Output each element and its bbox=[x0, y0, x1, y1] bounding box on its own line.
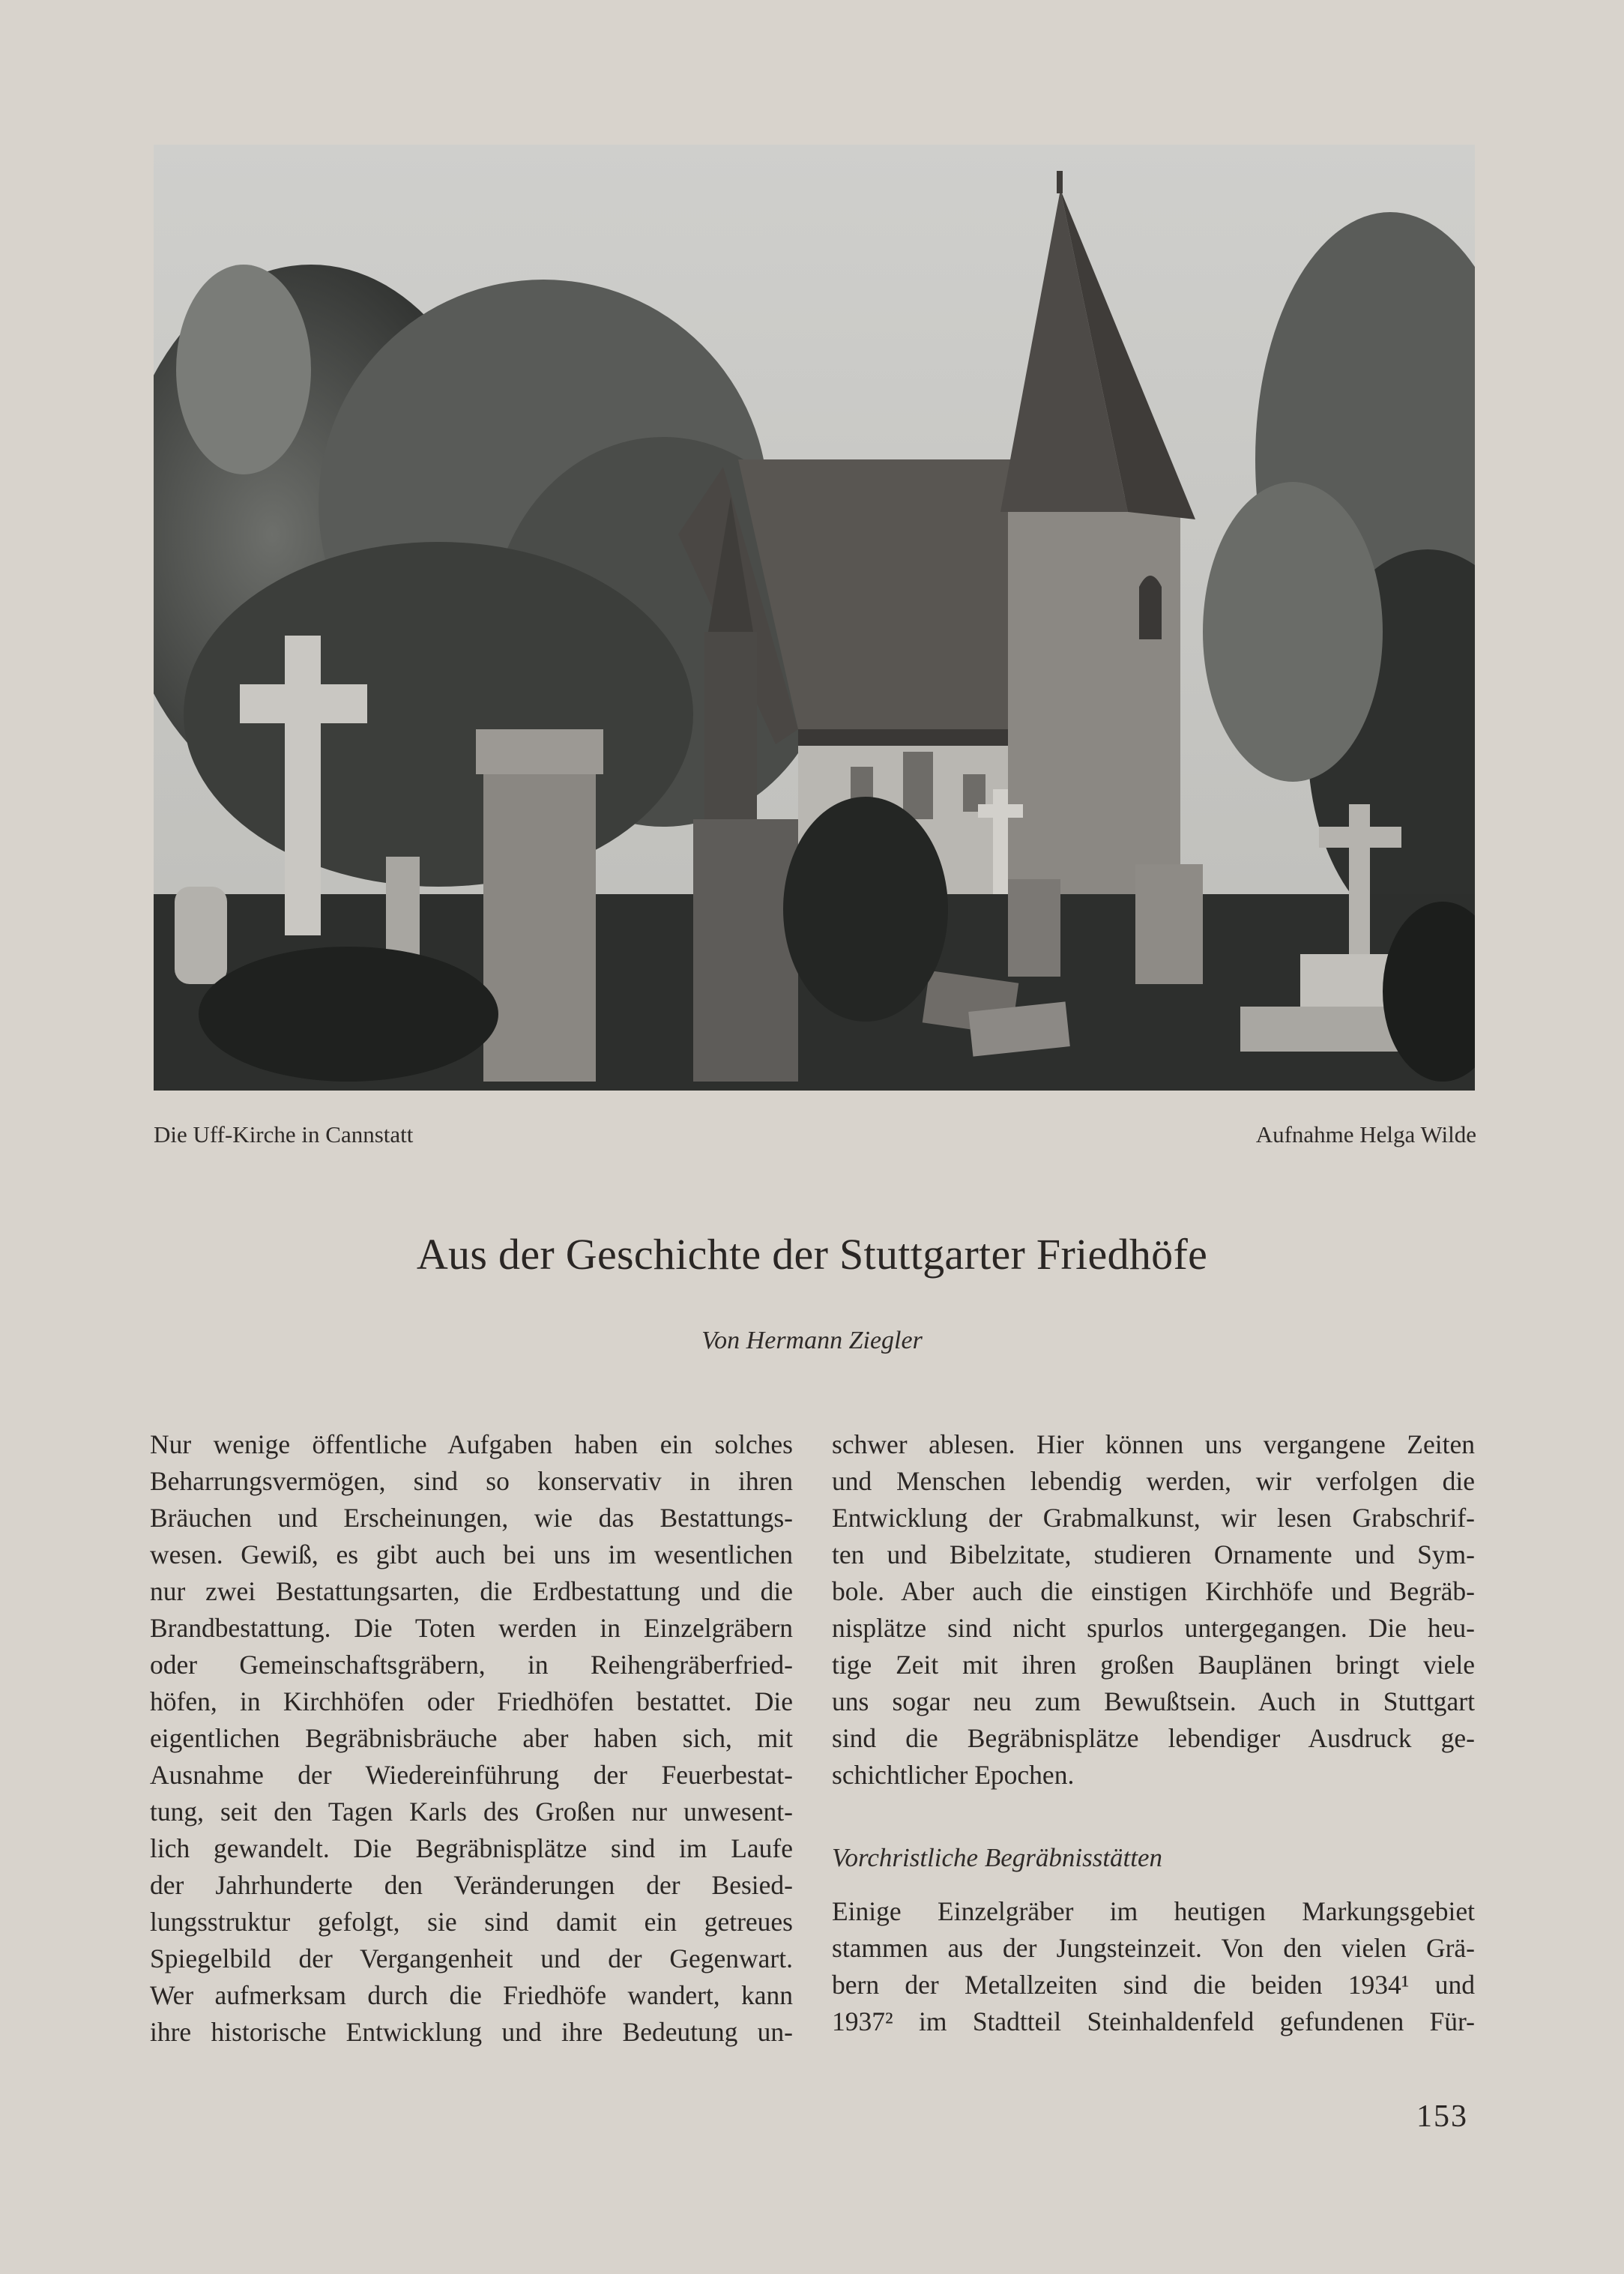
text-line: tige Zeit mit ihren großen Bauplänen bringt viele bbox=[832, 1650, 1475, 1680]
photo-caption: Die Uff-Kirche in Cannstatt bbox=[154, 1121, 414, 1147]
article-byline: Von Hermann Ziegler bbox=[701, 1327, 923, 1354]
text-line: höfen, in Kirchhöfen oder Friedhöfen bestattet. Die bbox=[150, 1686, 793, 1716]
text-line: Brandbestattung. Die Toten werden in Einzelgräbern bbox=[150, 1613, 793, 1643]
text-line: lungsstruktur gefolgt, sie sind damit ein getreues bbox=[150, 1907, 793, 1937]
text-line: Beharrungsvermögen, sind so konservativ in ihren bbox=[150, 1466, 793, 1496]
church-photograph bbox=[154, 145, 1475, 1091]
text-line: uns sogar neu zum Bewußtsein. Auch in Stuttgart bbox=[832, 1686, 1475, 1716]
page-number: 153 bbox=[1416, 2099, 1468, 2134]
text-line: oder Gemeinschaftsgräbern, in Reihengräberfried- bbox=[150, 1650, 793, 1680]
text-line: Ausnahme der Wiedereinführung der Feuerbestat- bbox=[150, 1760, 793, 1790]
text-line: Nur wenige öffentliche Aufgaben haben ein solches bbox=[150, 1429, 793, 1459]
text-line: Spiegelbild der Vergangenheit und der Gegenwart. bbox=[150, 1943, 793, 1973]
article-title: Aus der Geschichte der Stuttgarter Friedhöfe bbox=[416, 1230, 1208, 1279]
text-line: wesen. Gewiß, es gibt auch bei uns im wesentlichen bbox=[150, 1539, 793, 1569]
text-line: ihre historische Entwicklung und ihre Bedeutung un- bbox=[150, 2017, 793, 2047]
text-line: eigentlichen Begräbnisbräuche aber haben sich, mit bbox=[150, 1723, 793, 1753]
text-line: der Jahrhunderte den Veränderungen der Besied- bbox=[150, 1870, 793, 1900]
text-line: Wer aufmerksam durch die Friedhöfe wandert, kann bbox=[150, 1980, 793, 2010]
text-line: Bräuchen und Erscheinungen, wie das Bestattungs- bbox=[150, 1503, 793, 1533]
text-line: bole. Aber auch die einstigen Kirchhöfe und Begräb- bbox=[832, 1576, 1475, 1606]
left-column bbox=[150, 1426, 793, 2051]
text-line: 1937² im Stadtteil Steinhaldenfeld gefundenen Für- bbox=[832, 2006, 1475, 2036]
church-photo-illustration bbox=[154, 145, 1475, 1091]
text-line: bern der Metallzeiten sind die beiden 1934¹ und bbox=[832, 1970, 1475, 2000]
text-line: Einige Einzelgräber im heutigen Markungsgebiet bbox=[832, 1896, 1475, 1926]
section-heading: Vorchristliche Begräbnisstätten bbox=[832, 1843, 1163, 1872]
text-line: tung, seit den Tagen Karls des Großen nur unwesent- bbox=[150, 1797, 793, 1827]
text-line: lich gewandelt. Die Begräbnisplätze sind im Laufe bbox=[150, 1833, 793, 1863]
text-line: nur zwei Bestattungsarten, die Erdbestattung und die bbox=[150, 1576, 793, 1606]
text-line: Entwicklung der Grabmalkunst, wir lesen Grabschrif- bbox=[832, 1503, 1475, 1533]
text-line: nisplätze sind nicht spurlos untergegangen. Die heu- bbox=[832, 1613, 1475, 1643]
text-line: schwer ablesen. Hier können uns vergangene Zeiten bbox=[832, 1429, 1475, 1459]
text-line: schichtlicher Epochen. bbox=[832, 1760, 1075, 1790]
text-line: stammen aus der Jungsteinzeit. Von den vielen Grä- bbox=[832, 1933, 1475, 1963]
text-line: sind die Begräbnisplätze lebendiger Ausdruck ge- bbox=[832, 1723, 1475, 1753]
right-column bbox=[832, 1426, 1475, 2040]
text-line: ten und Bibelzitate, studieren Ornamente und Sym- bbox=[832, 1539, 1475, 1569]
photo-credit: Aufnahme Helga Wilde bbox=[1255, 1121, 1476, 1147]
text-line: und Menschen lebendig werden, wir verfolgen die bbox=[832, 1466, 1475, 1496]
